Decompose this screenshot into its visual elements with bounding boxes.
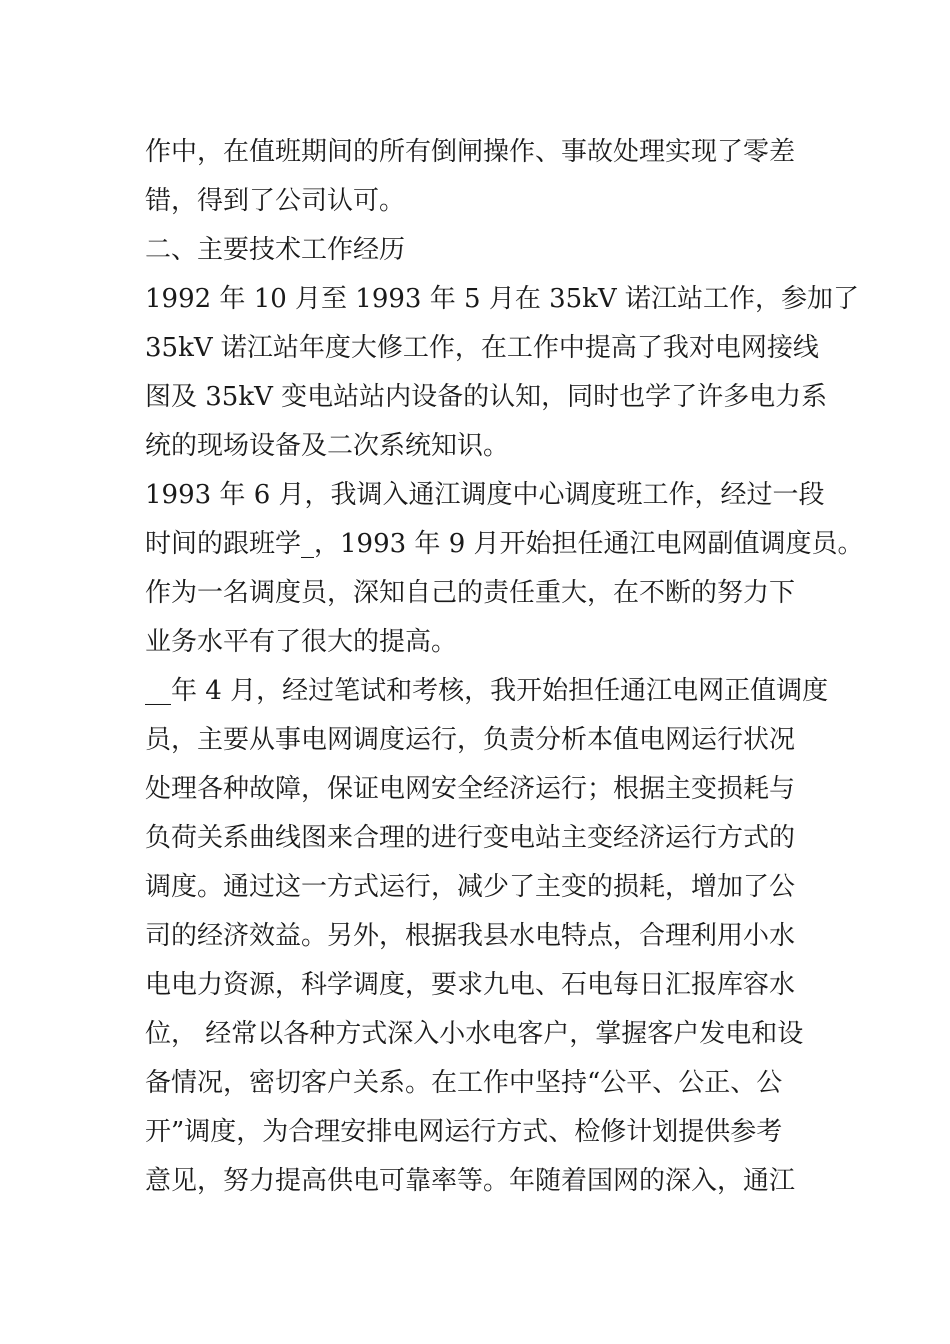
text-line-7: 统的现场设备及二次系统知识。: [145, 431, 510, 461]
text-line-12: __年 4 月，经过笔试和考核，我开始担任通江电网正值调度: [145, 676, 829, 706]
text-line-4: 1992 年 10 月至 1993 年 5 月在 35kV 诺江站工作，参加了: [145, 284, 859, 314]
text-line-19: 位， 经常以各种方式深入小水电客户，掌握客户发电和设: [145, 1019, 804, 1049]
text-line-2: 错，得到了公司认可。: [145, 186, 406, 216]
text-line-14: 处理各种故障，保证电网安全经济运行；根据主变损耗与: [145, 774, 796, 804]
text-line-18: 电电力资源，科学调度，要求九电、石电每日汇报库容水: [145, 970, 796, 1000]
text-line-5: 35kV 诺江站年度大修工作，在工作中提高了我对电网接线: [145, 333, 819, 363]
text-line-10: 作为一名调度员，深知自己的责任重大，在不断的努力下: [145, 578, 796, 608]
text-line-22: 意见，努力提高供电可靠率等。年随着国网的深入，通江: [145, 1166, 796, 1196]
text-line-11: 业务水平有了很大的提高。: [145, 627, 458, 657]
text-line-6: 图及 35kV 变电站站内设备的认知，同时也学了许多电力系: [145, 382, 828, 412]
text-line-1: 作中，在值班期间的所有倒闸操作、事故处理实现了零差: [145, 137, 796, 167]
text-line-20: 备情况，密切客户关系。在工作中坚持“公平、公正、公: [145, 1068, 783, 1098]
body-text: [145, 128, 864, 1206]
text-line-21: 开”调度，为合理安排电网运行方式、检修计划提供参考: [145, 1117, 783, 1147]
text-line-8: 1993 年 6 月，我调入通江调度中心调度班工作，经过一段: [145, 480, 825, 510]
text-line-17: 司的经济效益。另外，根据我县水电特点，合理利用小水: [145, 921, 796, 951]
text-line-13: 员，主要从事电网调度运行，负责分析本值电网运行状况: [145, 725, 796, 755]
section-heading: 二、主要技术工作经历: [145, 235, 406, 265]
text-line-9: 时间的跟班学_，1993 年 9 月开始担任通江电网副值调度员。: [145, 529, 864, 559]
text-line-15: 负荷关系曲线图来合理的进行变电站主变经济运行方式的: [145, 823, 796, 853]
text-line-16: 调度。通过这一方式运行，减少了主变的损耗，增加了公: [145, 872, 796, 902]
